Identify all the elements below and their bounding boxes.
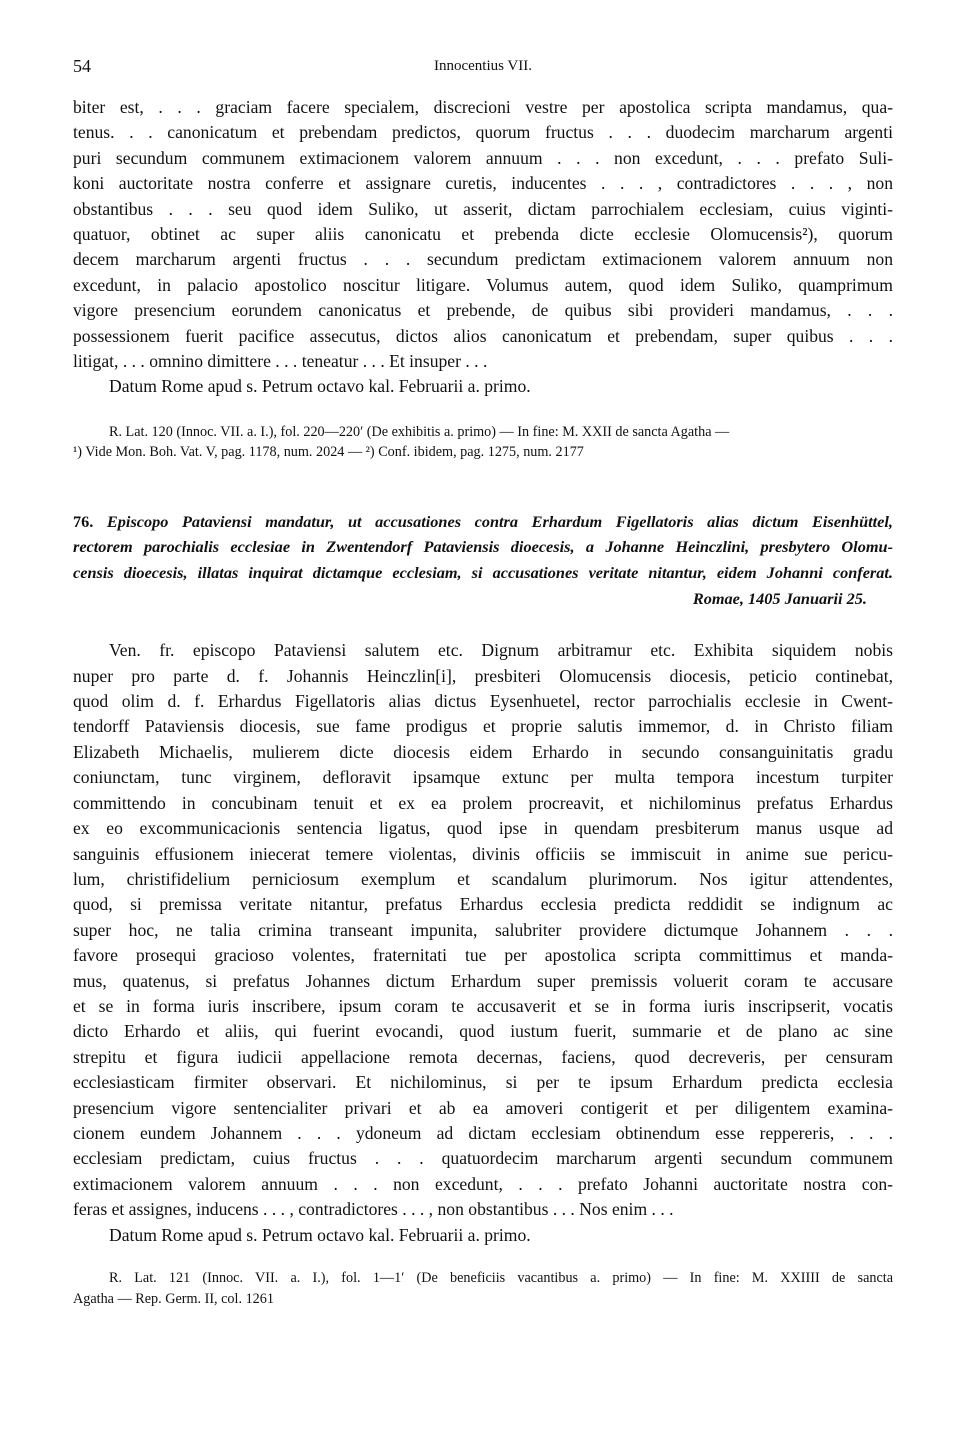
text-line: tendorff Pataviensis diocesis, sue fame prodigus et proprie salutis immemor, d. in Christo filiam <box>73 716 893 737</box>
text-line: vigore presencium eorundem canonicatus et prebende, de quibus sibi provideri mandamus, . . . <box>73 300 893 321</box>
regest-line: 76. Episcopo Pataviensi mandatur, ut accusationes contra Erhardum Figellatoris alias dictum Eisenhüttel, <box>73 511 893 531</box>
text-line: committendo in concubinam tenuit et ex ea prolem procreavit, et nichilominus prefatus Erhardus <box>73 792 893 813</box>
datum-line: Datum Rome apud s. Petrum octavo kal. Februarii a. primo. <box>109 1224 531 1245</box>
text-line: cionem eundem Johannem . . . ydoneum ad dictam ecclesiam obtinendum esse reppereris, . . . <box>73 1122 893 1143</box>
document-76 <box>73 509 893 1309</box>
text-line: biter est, . . . graciam facere specialem, discrecioni vestre per apostolica scripta mandamus, qua- <box>73 97 893 117</box>
text-line: nuper pro parte d. f. Johannis Heinczlin[i], presbiteri Olomucensis diocesis, peticio continebat, <box>73 665 893 686</box>
text-line: sanguinis effusionem iniecerat temere violentas, divinis officiis se immiscuit in anime sue pericu- <box>73 843 893 864</box>
place-date: Romae, 1405 Januarii 25. <box>692 588 867 608</box>
text-line: obstantibus . . . seu quod idem Suliko, ut asserit, dictam parrochialem ecclesiam, cuius viginti- <box>73 198 893 219</box>
text-line: presencium vigore sentencialiter privari et ab ea amoveri contigerit et per diligentem examina- <box>73 1097 893 1118</box>
text-line: mus, quatenus, si prefatus Johannes dictum Erhardum super premissis voluerit coram te accusare <box>73 970 893 991</box>
text-line: litigat, . . . omnino dimittere . . . teneatur . . . Et insuper . . . <box>73 351 488 372</box>
text-line: Elizabeth Michaelis, mulierem dicte diocesis eidem Erhardo in secundo consanguinitatis gradu <box>73 741 893 762</box>
text-line: et se in forma iuris inscribere, ipsum coram te accusaverit et se in forma iuris inscripserit, vocatis <box>73 995 893 1016</box>
text-line: quatuor, obtinet ac super aliis canonicatu et prebenda dicte ecclesie Olomucensis²), quorum <box>73 224 893 245</box>
text-line: quod olim d. f. Erhardus Figellatoris alias dictus Eysenhuetel, rector parrochialis ecclesie in Cwent- <box>73 691 893 712</box>
text-line: super hoc, ne talia crimina transeant impunita, salubriter providere dictumque Johannem . . . <box>73 919 893 940</box>
register-reference: R. Lat. 121 (Innoc. VII. a. I.), fol. 1—1′ (De beneficiis vacantibus a. primo) — In fine: M. XXIIII de sancta <box>109 1270 893 1286</box>
register-reference-continued: Agatha — Rep. Germ. II, col. 1261 <box>73 1290 274 1307</box>
text-line: puri secundum communem extimacionem valorem annuum . . . non excedunt, . . . prefato Suli- <box>73 147 893 168</box>
text-line: koni auctoritate nostra conferre et assignare curetis, inducentes . . . , contradictores . . . , non <box>73 173 893 194</box>
page-header <box>73 52 893 82</box>
regest <box>73 509 893 611</box>
register-reference: R. Lat. 120 (Innoc. VII. a. I.), fol. 220—220′ (De exhibitis a. primo) — In fine: M. XXII de sancta Agatha — <box>109 423 730 440</box>
text-line: ecclesiasticam firmiter observari. Et nichilominus, si per te ipsum Erhardum predicta ecclesia <box>73 1072 893 1093</box>
regest-line: censis dioecesis, illatas inquirat dictamque ecclesiam, si accusationes veritate nitantur, eidem Johanni conferat. <box>73 563 893 583</box>
footnotes: ¹) Vide Mon. Boh. Vat. V, pag. 1178, num. 2024 — ²) Conf. ibidem, pag. 1275, num. 2177 <box>73 444 584 461</box>
text-line: coniunctam, tunc virginem, defloravit ipsamque extunc per multa tempora incestum turpiter <box>73 767 893 788</box>
text-line: feras et assignes, inducens . . . , contradictores . . . , non obstantibus . . . Nos enim . . . <box>73 1199 674 1220</box>
document-75-text <box>73 95 893 400</box>
text-line: extimacionem valorem annuum . . . non excedunt, . . . prefato Johanni auctoritate nostra con- <box>73 1173 893 1194</box>
document-75-continuation <box>73 95 893 463</box>
regest-line: rectorem parochialis ecclesiae in Zwentendorf Pataviensis dioecesis, a Johanne Heinczlini, presbytero Olomu- <box>73 537 893 557</box>
text-line: Ven. fr. episcopo Pataviensi salutem etc. Dignum arbitramur etc. Exhibita siquidem nobis <box>109 640 893 661</box>
text-line: tenus. . . canonicatum et prebendam predictos, quorum fructus . . . duodecim marcharum argenti <box>73 122 893 143</box>
text-line: dicto Erhardo et aliis, qui fuerint evocandi, quod iustum fuerit, summarie et de plano ac sine <box>73 1021 893 1042</box>
text-line: strepitu et figura iudicii appellacione remota decernas, faciens, quod decreveris, per censuram <box>73 1046 893 1067</box>
datum-line: Datum Rome apud s. Petrum octavo kal. Februarii a. primo. <box>109 376 531 397</box>
text-line: ecclesiam predictam, cuius fructus . . . quatuordecim marcharum argenti secundum communem <box>73 1148 893 1169</box>
running-title: Innocentius VII. <box>433 58 533 74</box>
text-line: possessionem fuerit pacifice assecutus, dictos alios canonicatum et prebendam, super quibus . . . <box>73 325 893 346</box>
text-line: quod, si premissa veritate nitantur, prefatus Erhardus ecclesia predicta reddidit se indignum ac <box>73 894 893 915</box>
document-page <box>73 52 893 1309</box>
text-line: decem marcharum argenti fructus . . . secundum predictam extimacionem valorem annuum non <box>73 249 893 270</box>
archival-note <box>73 422 893 463</box>
text-line: favore prosequi gracioso volentes, fraternitati tue per apostolica scripta committimus et manda- <box>73 945 893 966</box>
page-number: 54 <box>73 56 91 76</box>
text-line: excedunt, in palacio apostolico noscitur litigare. Volumus autem, quod idem Suliko, quamprimum <box>73 274 893 295</box>
document-76-text <box>73 638 893 1248</box>
text-line: lum, christifidelium perniciosum exemplum et scandalum plurimorum. Nos igitur attendentes, <box>73 868 893 889</box>
document-number: 76. <box>73 511 94 531</box>
archival-note <box>73 1268 893 1309</box>
text-line: ex eo excommunicacionis sentencia ligatus, quod ipse in quendam presbiterum manus usque ad <box>73 818 893 839</box>
